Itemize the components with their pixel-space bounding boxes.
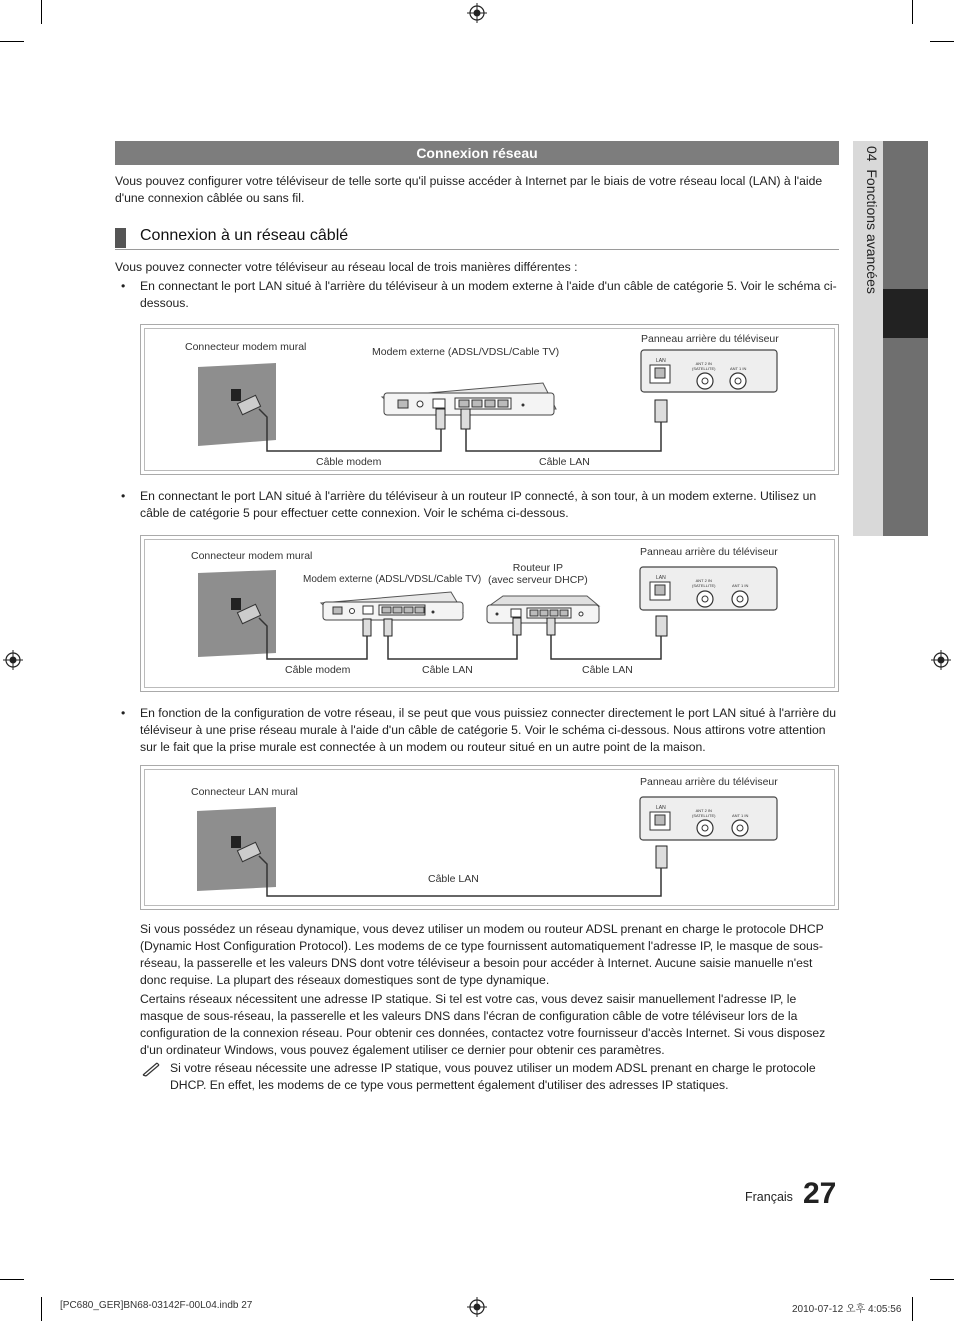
diagram-wall-lan-connection xyxy=(140,765,839,910)
bullet-dot: • xyxy=(121,706,126,720)
label-external-modem: Modem externe (ADSL/VDSL/Cable TV) xyxy=(303,574,482,585)
bullet-item xyxy=(121,488,839,522)
label-ip-router-line2: (avec serveur DHCP) xyxy=(488,574,588,586)
label-external-modem: Modem externe (ADSL/VDSL/Cable TV) xyxy=(372,346,560,358)
label-modem-cable: Câble modem xyxy=(285,664,351,676)
panel-ant2-label xyxy=(692,578,716,588)
diagram-modem-connection xyxy=(140,324,839,475)
label-modem-cable: Câble modem xyxy=(316,456,382,468)
crop-mark xyxy=(0,41,24,42)
chapter-tab-active-marker xyxy=(883,289,928,338)
bullet-dot: • xyxy=(121,489,126,503)
bullet-text: En connectant le port LAN situé à l'arrière du téléviseur à un modem externe à l'aide d'un câble de catégorie 5. Voir le schéma ci-dessous. xyxy=(140,279,837,310)
diagram-router-connection xyxy=(140,535,839,692)
label-lan-cable: Câble LAN xyxy=(582,664,633,676)
subheading xyxy=(115,226,839,250)
panel-ant2-label xyxy=(692,808,716,818)
label-lan-cable: Câble LAN xyxy=(539,456,590,468)
panel-ant2-line2: (SATELLITE) xyxy=(692,813,716,818)
bullet-text: En connectant le port LAN situé à l'arrière du téléviseur à un routeur IP connecté, à son tour, à un modem externe. Utilisez un câble de catégorie 5 pour effectuer cette connexion. Voir le schéma ci-dessous. xyxy=(140,489,817,520)
label-lan-cable: Câble LAN xyxy=(428,873,479,885)
intro-paragraph: Vous pouvez configurer votre téléviseur de telle sorte qu'il puisse accéder à Internet par le biais de votre réseau local (LAN) à l'aide d'une connexion câblée ou sans fil. xyxy=(115,174,823,205)
chapter-tab-strip xyxy=(883,141,928,536)
bullet-dot: • xyxy=(121,279,126,293)
crop-mark xyxy=(930,1279,954,1280)
dynamic-network-paragraph: Si vous possédez un réseau dynamique, vous devez utiliser un modem ou routeur ADSL prenant en charge le protocole DHCP (Dynamic Host Configuration Protocol). Les modems de ce type fournissent automatiquement l'adresse IP, le masque de sous-réseau, la passerelle et les valeurs DNS dont votre téléviseur a besoin pour accéder à Internet. Aucune saisie manuelle n'est donc requise. La plupart des réseaux domestiques sont de type dynamique. xyxy=(140,922,824,987)
crop-mark xyxy=(41,1297,42,1321)
registration-mark-icon xyxy=(467,1297,487,1317)
chapter-tab-label xyxy=(858,146,880,346)
label-tv-rear-panel: Panneau arrière du téléviseur xyxy=(641,333,779,345)
chapter-number: 04 xyxy=(864,146,880,162)
subheading-marker xyxy=(115,228,126,248)
crop-mark xyxy=(930,41,954,42)
label-ip-router xyxy=(488,562,588,586)
chapter-title: Fonctions avancées xyxy=(864,169,880,294)
bullet-item xyxy=(121,705,839,756)
registration-mark-icon xyxy=(3,650,23,670)
panel-ant2-label xyxy=(692,361,716,371)
registration-mark-icon xyxy=(931,650,951,670)
panel-ant1-label: ANT 1 IN xyxy=(732,583,749,588)
label-ip-router-line1: Routeur IP xyxy=(512,562,563,574)
panel-lan-label: LAN xyxy=(656,358,666,364)
section-title: Connexion réseau xyxy=(115,141,839,165)
crop-mark xyxy=(912,0,913,24)
label-tv-rear-panel: Panneau arrière du téléviseur xyxy=(640,776,778,788)
panel-lan-label: LAN xyxy=(656,805,666,811)
label-wall-connector: Connecteur modem mural xyxy=(191,550,313,562)
label-lan-cable: Câble LAN xyxy=(422,664,473,676)
panel-ant2-line1: ANT 2 IN xyxy=(695,361,712,366)
label-tv-rear-panel: Panneau arrière du téléviseur xyxy=(640,546,778,558)
lead-paragraph: Vous pouvez connecter votre téléviseur au réseau local de trois manières différentes : xyxy=(115,260,578,274)
footer-language: Français xyxy=(745,1190,793,1204)
note-pencil-icon xyxy=(140,1060,162,1078)
bullet-text: En fonction de la configuration de votre réseau, il se peut que vous puissiez connecter directement le port LAN situé à l'arrière du téléviseur à une prise réseau murale à l'aide d'un câble de catégorie 5. Voir le schéma ci-dessous. Nous attirons votre attention sur le fait que la prise murale est connectée à un modem ou routeur situé en un autre point de la maison. xyxy=(140,706,837,754)
panel-ant2-line2: (SATELLITE) xyxy=(692,366,716,371)
label-wall-connector: Connecteur modem mural xyxy=(185,341,307,353)
print-slug-date: 2010-07-12 오후 4:05:56 xyxy=(792,1304,902,1315)
static-network-paragraph: Certains réseaux nécessitent une adresse IP statique. Si tel est votre cas, vous devez saisir manuellement l'adresse IP, le masque de sous-réseau, la passerelle et les valeurs DNS dans l'écran de configuration câble de votre téléviseur lors de la configuration de la connexion réseau. Pour obtenir ces données, contactez votre fournisseur d'accès Internet. Si vous disposez d'un ordinateur Windows, vous pouvez également utiliser ce dernier pour obtenir ces paramètres. xyxy=(140,992,826,1057)
label-wall-lan-connector: Connecteur LAN mural xyxy=(191,786,298,798)
print-slug-file: [PC680_GER]BN68-03142F-00L04.indb 27 xyxy=(60,1300,253,1311)
crop-mark xyxy=(41,0,42,24)
subheading-text: Connexion à un réseau câblé xyxy=(140,227,349,244)
panel-ant1-label: ANT 1 IN xyxy=(730,366,747,371)
bullet-item xyxy=(121,278,839,312)
page-number: 27 xyxy=(803,1177,837,1210)
panel-ant2-line1: ANT 2 IN xyxy=(695,808,712,813)
panel-ant1-label: ANT 1 IN xyxy=(732,813,749,818)
panel-ant2-line2: (SATELLITE) xyxy=(692,583,716,588)
panel-ant2-line1: ANT 2 IN xyxy=(695,578,712,583)
crop-mark xyxy=(912,1297,913,1321)
registration-mark-icon xyxy=(467,3,487,23)
note-paragraph: Si votre réseau nécessite une adresse IP statique, vous pouvez utiliser un modem ADSL prenant en charge le protocole DHCP. En effet, les modems de ce type vous permettent également d'utiliser des adresses IP statiques. xyxy=(170,1061,816,1092)
panel-lan-label: LAN xyxy=(656,575,666,581)
crop-mark xyxy=(0,1279,24,1280)
